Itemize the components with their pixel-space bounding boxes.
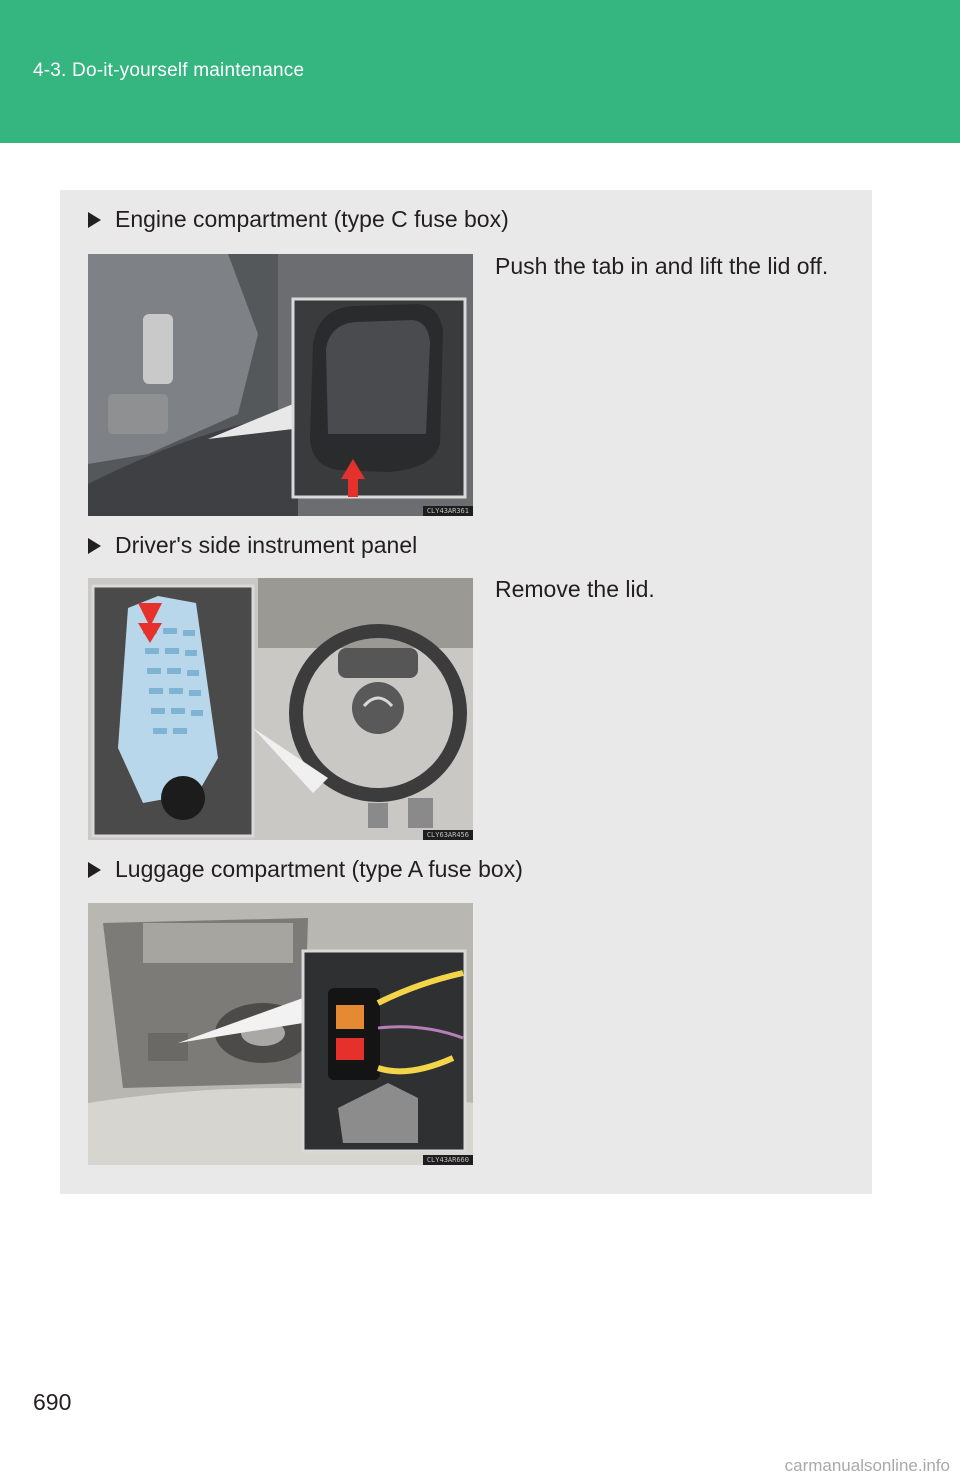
watermark: carmanualsonline.info	[784, 1456, 950, 1475]
figure-code: CLY43AR660	[423, 1155, 473, 1165]
figure-code: CLY43AR361	[423, 506, 473, 516]
heading-text: Luggage compartment (type A fuse box)	[115, 856, 523, 882]
figure-engine-fuse-box	[88, 254, 473, 516]
heading-text: Engine compartment (type C fuse box)	[115, 206, 509, 232]
figure-code: CLY63AR456	[423, 830, 473, 840]
triangle-bullet-icon	[88, 862, 101, 878]
heading-text: Driver's side instrument panel	[115, 532, 418, 558]
section-heading-engine	[88, 206, 509, 233]
figure-instrument-panel-fuse	[88, 578, 473, 840]
section-heading-instrument-panel	[88, 532, 417, 559]
engine-fuse-box-illustration	[88, 254, 473, 516]
triangle-bullet-icon	[88, 538, 101, 554]
caption-engine: Push the tab in and lift the lid off.	[495, 253, 829, 279]
triangle-bullet-icon	[88, 212, 101, 228]
section-header	[0, 0, 960, 143]
section-heading-luggage	[88, 856, 523, 883]
section-title: 4-3. Do-it-yourself maintenance	[33, 60, 305, 81]
figure-luggage-fuse-box	[88, 903, 473, 1165]
caption-instrument-panel: Remove the lid.	[495, 576, 655, 602]
luggage-fuse-box-illustration	[88, 903, 473, 1165]
instrument-panel-fuse-illustration	[88, 578, 473, 840]
page-number: 690	[33, 1389, 72, 1415]
